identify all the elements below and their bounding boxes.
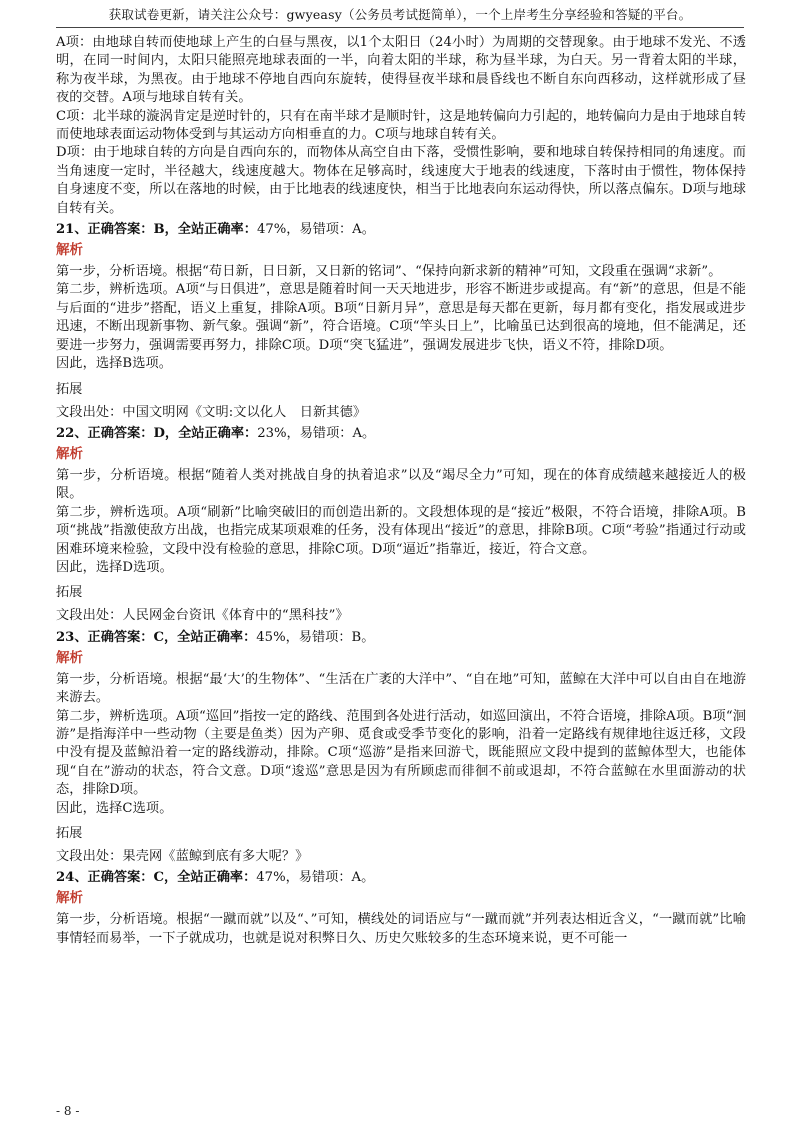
intro-paragraph-d: D项：由于地球自转的方向是自西向东的，而物体从高空自由下落，受惯性影响，要和地球自转保持相同的角速度。而当角速度一定时，半径越大，线速度越大。物体在足够高时，线速度大于地表的线速度，下落时由于惯性，物体保持自身速度不变，所以在落地的时候，由于比地表的线速度快，相当于比地表向东运动得快，所以落点偏东。D项与地球自转有关。	[56, 145, 746, 216]
extension-heading: 拓展	[56, 826, 83, 841]
question-22	[56, 424, 746, 626]
extension-heading: 拓展	[56, 381, 83, 397]
analysis-heading: 解析	[56, 242, 83, 259]
analysis-step-2: 第二步，辨析选项。A项“巡回”指按一定的路线、范围到各处进行活动，如巡回演出，不符合语境，排除A项。B项“洄游”是指海洋中一些动物（主要是鱼类）因为产卵、觅食或受季节变化的影响，沿着一定路线有规律地往返迁移，文段中没有提及蓝鲸沿着一定的路线游动，排除。C项“巡游”是指来回游弋，既能照应文段中提到的蓝鲸体型大，也能体现“自在”游动的状态，符合文意。D项“逡巡”意思是因为有所顾虑而徘徊不前或退却，不符合蓝鲸在水里面游动的状态，排除D项。	[56, 708, 746, 798]
answer-line: 21、正确答案：B，全站正确率：47%，易错项：A。	[56, 222, 375, 238]
extension-heading: 拓展	[56, 585, 83, 601]
analysis-step-1: 第一步，分析语境。根据“最‘大’的生物体”、“生活在广袤的大洋中”、“自在地”可知，蓝鲸在大洋中可以自由自在地游来游去。	[56, 671, 746, 706]
analysis-conclusion: 因此，选择C选项。	[56, 800, 173, 816]
analysis-step-1: 第一步，分析语境。根据“一蹴而就”以及“、”可知，横线处的词语应与“一蹴而就”并列表达相近含义，“一蹴而就”比喻事情轻而易举，一下子就成功，也就是说对积弊日久、历史欠账较多的生态环境来说，更不可能一	[56, 912, 746, 946]
intro-paragraph-c: C项：北半球的漩涡肯定是逆时针的，只有在南半球才是顺时针，这是地转偏向力引起的，地转偏向力是由于地球自转而使地球表面运动物体受到与其运动方向相垂直的力。C项与地球自转有关。	[56, 108, 746, 143]
source-line: 文段出处：人民网金台资讯《体育中的“黑科技”》	[56, 608, 349, 624]
analysis-step-2: 第二步，辨析选项。A项“与日俱进”，意思是随着时间一天天地进步，形容不断进步或提高。有“新”的意思，但是不能与后面的“进步”搭配，语义上重复，排除A项。B项“日新月异”，意思是每天都在更新，每月都有变化，指发展或进步迅速，不断出现新事物、新气象。强调“新”，符合语境。C项“竿头日上”，比喻虽已达到很高的境地，但不能满足，还要进一步努力，强调需要再努力，排除C项。D项“突飞猛进”，强调发展进步飞快，语义不符，排除D项。	[56, 282, 746, 353]
header-divider	[56, 27, 744, 28]
page-number: - 8 -	[56, 1104, 80, 1118]
page-header: 获取试卷更新，请关注公众号：gwyeasy（公务员考试挺简单），一个上岸考生分享经验和答疑的平台。	[108, 7, 692, 22]
question-21	[56, 220, 746, 422]
source-line: 文段出处：中国文明网《文明:文以化人 日新其德》	[56, 404, 367, 420]
analysis-conclusion: 因此，选择D选项。	[56, 559, 173, 575]
question-24	[56, 868, 746, 948]
analysis-heading: 解析	[56, 445, 83, 462]
question-23	[56, 628, 746, 867]
intro-paragraph-a: A项：由地球自转而使地球上产生的白昼与黑夜，以1个太阳日（24小时）为周期的交替现象。由于地球不发光、不透明，在同一时间内，太阳只能照亮地球表面的一半，向着太阳的半球，称为昼半球，为白天。另一背着太阳的半球，称为夜半球，为黑夜。由于地球不停地自西向东旋转，使得昼夜半球和晨昏线也不断自东向西移动，这样就形成了昼夜的交替。A项与地球自转有关。	[56, 35, 746, 106]
analysis-heading: 解析	[56, 890, 83, 907]
document-body	[56, 34, 746, 948]
analysis-step-1: 第一步，分析语境。根据“随着人类对挑战自身的执着追求”以及“竭尽全力”可知，现在的体育成绩越来越接近人的极限。	[56, 467, 746, 502]
source-line: 文段出处：果壳网《蓝鲸到底有多大呢？》	[56, 849, 309, 864]
answer-line: 23、正确答案：C，全站正确率：45%，易错项：B。	[56, 629, 375, 645]
answer-line: 22、正确答案：D，全站正确率：23%，易错项：A。	[56, 425, 376, 441]
analysis-conclusion: 因此，选择B选项。	[56, 356, 173, 372]
analysis-step-2: 第二步，辨析选项。A项“刷新”比喻突破旧的而创造出新的。文段想体现的是“接近”极限，不符合语境，排除A项。B项“挑战”指激使敌方出战，也指完成某项艰难的任务，没有体现出“接近”的意思，排除B项。C项“考验”指通过行动或困难环境来检验，文段中没有检验的意思，排除C项。D项“逼近”指靠近，接近，符合文意。	[56, 504, 746, 557]
analysis-heading: 解析	[56, 649, 83, 666]
answer-line: 24、正确答案：C，全站正确率：47%，易错项：A。	[56, 870, 375, 886]
analysis-step-1: 第一步，分析语境。根据“苟日新，日日新，又日新的铭词”、“保持向新求新的精神”可知，文段重在强调“求新”。	[56, 264, 722, 280]
